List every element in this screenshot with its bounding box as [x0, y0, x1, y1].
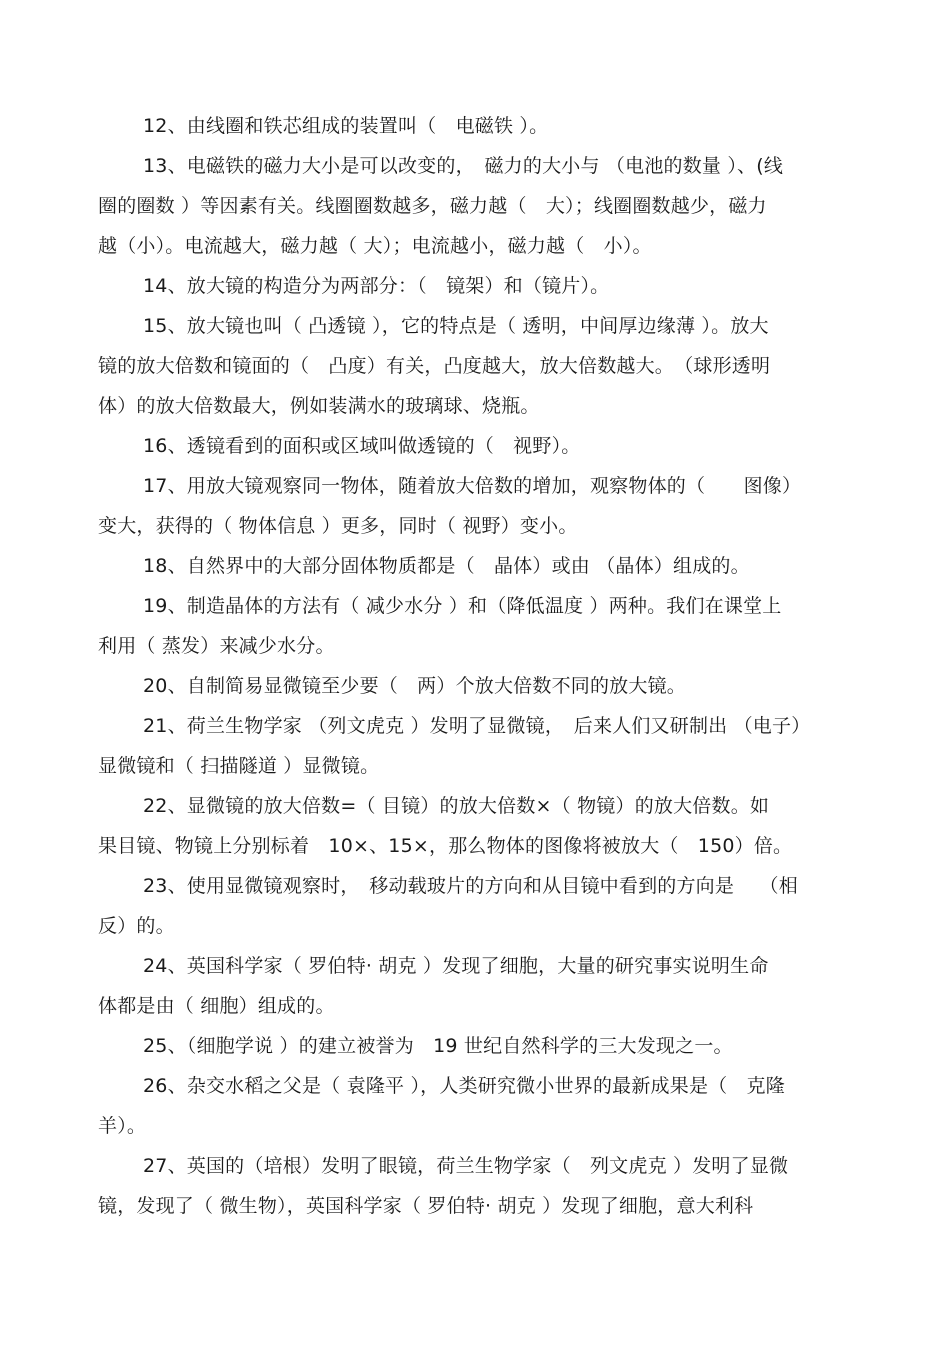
text-line: 反）的。 — [98, 915, 175, 937]
text-line: 16、透镜看到的面积或区域叫做透镜的（ 视野）。 — [143, 435, 581, 457]
text-line: 26、杂交水稻之父是（ 袁隆平 ），人类研究微小世界的最新成果是（ 克隆 — [143, 1075, 785, 1097]
text-line: 体）的放大倍数最大，例如装满水的玻璃球、烧瓶。 — [98, 395, 540, 417]
text-line: 21、荷兰生物学家 （列文虎克 ）发明了显微镜， 后来人们又研制出 （电子） — [143, 715, 811, 737]
text-line: 22、显微镜的放大倍数=（ 目镜）的放大倍数×（ 物镜）的放大倍数。如 — [143, 795, 770, 817]
text-line: 镜，发现了（ 微生物），英国科学家（ 罗伯特· 胡克 ）发现了细胞，意大利科 — [98, 1195, 754, 1217]
text-line: 果目镜、物镜上分别标着 10×、15×，那么物体的图像将被放大（ 150）倍。 — [98, 835, 793, 857]
text-line: 越（小）。电流越大，磁力越（ 大）；电流越小，磁力越（ 小）。 — [98, 235, 652, 257]
text-line: 羊）。 — [98, 1115, 147, 1137]
text-line: 15、放大镜也叫（ 凸透镜 ），它的特点是（ 透明，中间厚边缘薄 ）。放大 — [143, 315, 769, 337]
text-line: 24、英国科学家（ 罗伯特· 胡克 ）发现了细胞，大量的研究事实说明生命 — [143, 955, 769, 977]
text-line: 利用（ 蒸发）来减少水分。 — [98, 635, 335, 657]
text-line: 变大，获得的（ 物体信息 ）更多，同时（ 视野）变小。 — [98, 515, 578, 537]
text-line: 体都是由（ 细胞）组成的。 — [98, 995, 335, 1017]
text-line: 23、使用显微镜观察时， 移动载玻片的方向和从目镜中看到的方向是 （相 — [143, 875, 798, 897]
text-line: 镜的放大倍数和镜面的（ 凸度）有关，凸度越大，放大倍数越大。 （球形透明 — [98, 355, 771, 377]
text-line: 13、电磁铁的磁力大小是可以改变的， 磁力的大小与 （电池的数量 ）、(线 — [143, 155, 784, 177]
text-line: 12、由线圈和铁芯组成的装置叫（ 电磁铁 ）。 — [143, 115, 549, 137]
text-line: 18、自然界中的大部分固体物质都是（ 晶体）或由 （晶体）组成的。 — [143, 555, 750, 577]
text-line: 显微镜和（ 扫描隧道 ）显微镜。 — [98, 755, 380, 777]
text-line: 17、用放大镜观察同一物体，随着放大倍数的增加，观察物体的（ 图像） — [143, 475, 802, 497]
text-line: 19、制造晶体的方法有（ 减少水分 ）和（降低温度 ）两种。我们在课堂上 — [143, 595, 782, 617]
text-line: 圈的圈数 ）等因素有关。线圈圈数越多，磁力越（ 大）；线圈圈数越少，磁力 — [98, 195, 767, 217]
text-line: 20、自制简易显微镜至少要（ 两）个放大倍数不同的放大镜。 — [143, 675, 686, 697]
text-line: 27、英国的（培根）发明了眼镜，荷兰生物学家（ 列文虎克 ）发明了显微 — [143, 1155, 789, 1177]
text-line: 25、（细胞学说 ）的建立被誉为 19 世纪自然科学的三大发现之一。 — [143, 1035, 733, 1057]
text-line: 14、放大镜的构造分为两部分：（ 镜架）和（镜片）。 — [143, 275, 610, 297]
